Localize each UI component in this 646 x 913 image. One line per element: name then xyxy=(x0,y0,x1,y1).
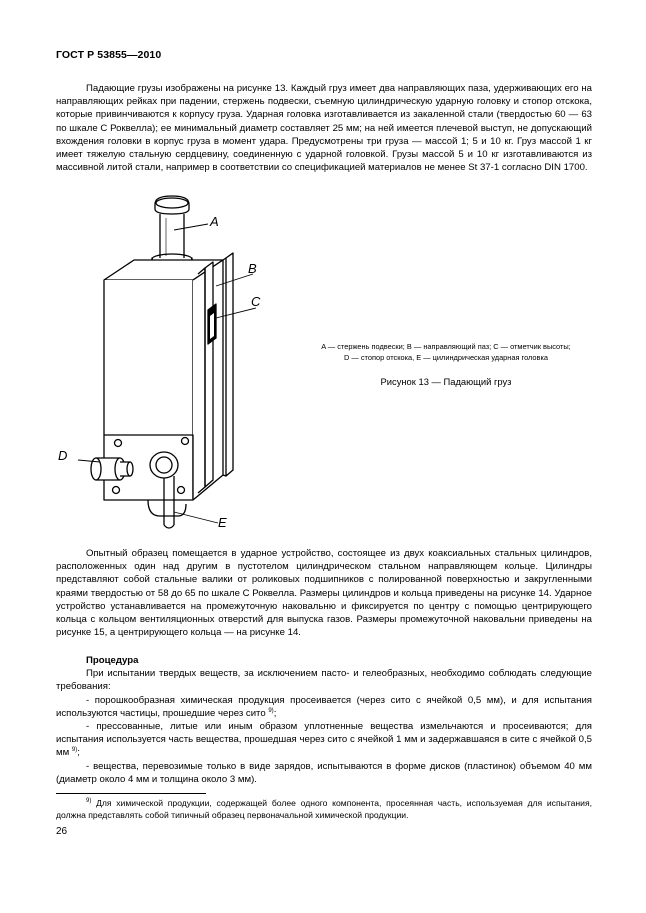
falling-weight-drawing xyxy=(48,190,308,535)
footnote-text: Для химической продукции, содержащей более одного компонента, просеянная часть, используемая для испытания, должна представлять собой типичный образец первоначальной химической продукции. xyxy=(56,798,592,820)
figure-legend-line1: A — стержень подвески; B — направляющий паз; C — отметчик высоты; xyxy=(321,342,571,351)
figure-caption: Рисунок 13 — Падающий груз xyxy=(380,376,512,387)
page-number: 26 xyxy=(56,826,68,837)
procedure-item-1: - порошкообразная химическая продукция просеивается (через сито с ячейкой 0,5 мм), и для испытания используются частицы, прошедшие через сито $^{9)}$; xyxy=(56,694,592,719)
procedure-intro: При испытании твердых веществ, за исключением пасто- и гелеобразных, необходимо соблюдать следующие требования: xyxy=(56,668,592,693)
paragraph-impact-device: Опытный образец помещается в ударное устройство, состоящее из двух коаксиальных стальных цилиндров, расположенных один над другим в пустотелом цилиндрическом стальном направляющем кольце. Цилиндры представляют собой стальные валики от роликовых подшипников с полированной поверхностью и закругленными краями твердостью от 58 до 65 по шкале С Роквелла. Размеры цилиндров и кольца приведены на рисунке 14. Ударное устройство устанавливается на промежуточную наковальню и фиксируется по центру с помощью центрирующего кольца с кольцом вентиляционных отверстий для выпуска газов. Размеры промежуточной наковальни приведены на рисунке 15, а центрирующего кольца — на рисунке 14. xyxy=(56,548,592,639)
document-header: ГОСТ Р 53855—2010 xyxy=(56,49,162,61)
footnote-divider xyxy=(56,793,206,794)
paragraph-falling-weights: Падающие грузы изображены на рисунке 13. Каждый груз имеет два направляющих паза, удерживающих его на направляющих рейках при падении, стержень подвески, съемную цилиндрическую ударную головку и стопор отскока, которые привинчиваются к корпусу груза. Ударная головка изготавливается из закаленной стали (твердостью 60 — 63 по шкале С Роквелла); ее минимальный диаметр составляет 25 мм; на ней имеется плечевой выступ, не допускающий вхождения головки в корпус груза в момент удара. Предусмотрены три груза — массой 1; 5 и 10 кг. Груз массой 1 кг имеет тяжелую стальную сердцевину, соединенную с ударной головкой. Грузы массой 5 и 10 кг изготавливаются из массивной литой стали, например в соответствии со спецификацией материалов не менее St 37-1 согласно DIN 1700. xyxy=(56,83,592,174)
footnote xyxy=(56,797,592,821)
procedure-item-3: - вещества, перевозимые только в виде зарядов, испытываются в форме дисков (пластинок) объемом 40 мм (диаметр около 4 мм и толщина около 3 мм). xyxy=(56,760,592,785)
procedure-item-2: - прессованные, литые или иным образом уплотненные вещества измельчаются и просеиваются; для испытания используется часть вещества, прошедшая через сито с ячейкой 1 мм и задержавшаяся в сите с ячейкой 0,5 мм $^{9)}$; xyxy=(56,721,592,759)
procedure-heading: Процедура xyxy=(86,655,139,666)
label-e: E xyxy=(218,515,227,530)
figure-legend-line2: D — стопор отскока, E — цилиндрическая ударная головка xyxy=(344,352,548,362)
figure-legend xyxy=(300,342,592,363)
label-c: C xyxy=(251,294,261,309)
label-b: B xyxy=(248,261,257,276)
procedure-section xyxy=(56,654,592,786)
label-a: A xyxy=(210,214,219,229)
label-d: D xyxy=(58,448,68,463)
footnote-ref: 9) xyxy=(86,798,92,805)
